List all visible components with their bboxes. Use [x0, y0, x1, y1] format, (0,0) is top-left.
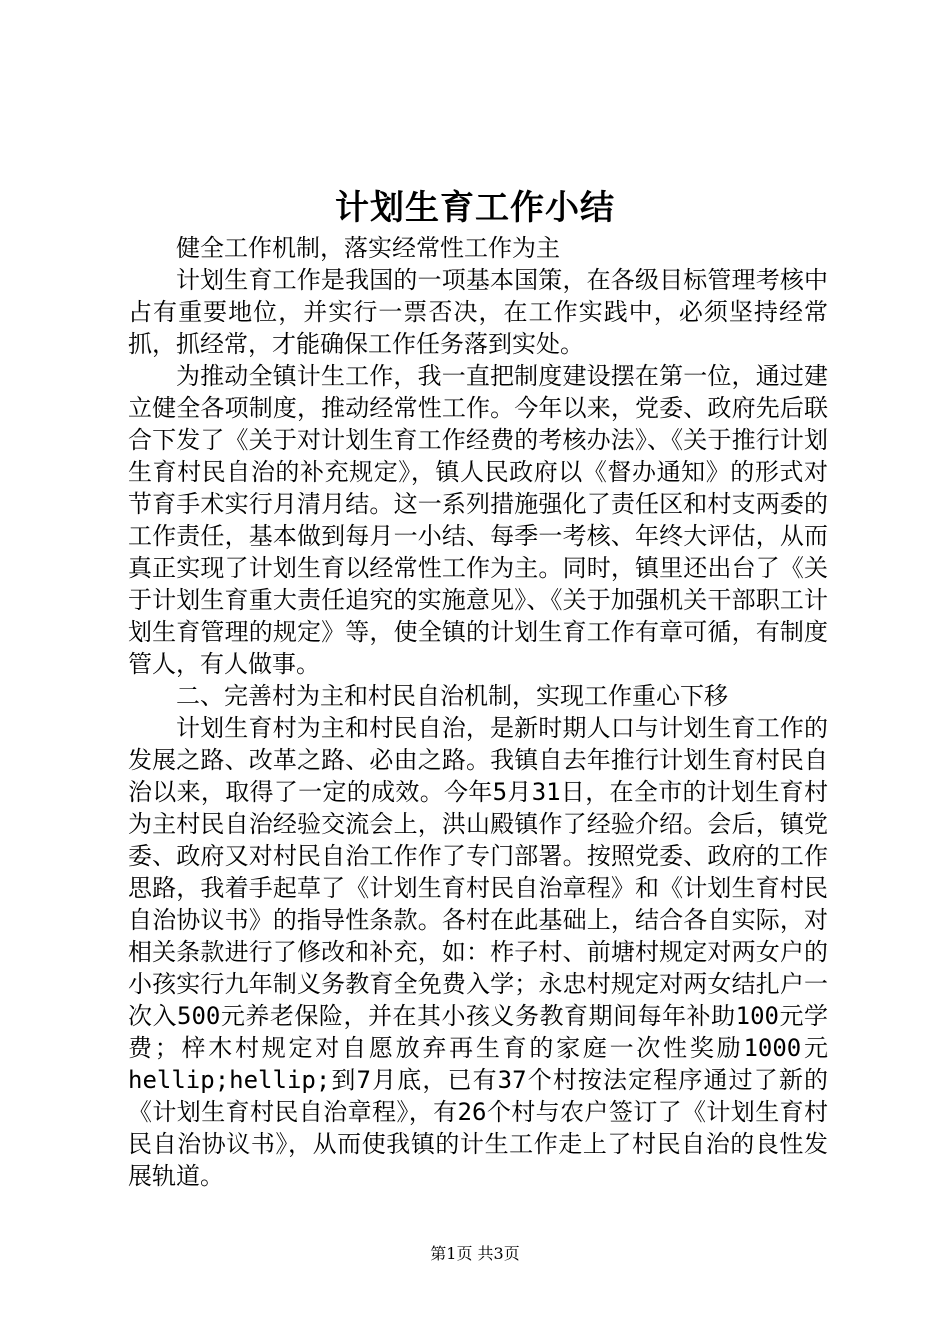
section-heading: 二、完善村为主和村民自治机制，实现工作重心下移: [176, 682, 728, 710]
body-paragraph: 计划生育工作是我国的一项基本国策，在各级目标管理考核中占有重要地位，并实行一票否决，在工作实践中，必须坚持经常抓，抓经常，才能确保工作任务落到实处。: [128, 266, 828, 358]
body-paragraph: 为推动全镇计生工作，我一直把制度建设摆在第一位，通过建立健全各项制度，推动经常性工作。今年以来，党委、政府先后联合下发了《关于对计划生育工作经费的考核办法》、《关于推行计划生育村民自治的补充规定》，镇人民政府以《督办通知》的形式对节育手术实行月清月结。这一系列措施强化了责任区和村支两委的工作责任，基本做到每月一小结、每季一考核、年终大评估，从而真正实现了计划生育以经常性工作为主。同时，镇里还出台了《关于计划生育重大责任追究的实施意见》、《关于加强机关干部职工计划生育管理的规定》等，使全镇的计划生育工作有章可循，有制度管人，有人做事。: [128, 362, 828, 678]
document-body: [128, 232, 828, 1192]
section-heading: 健全工作机制，落实经常性工作为主: [176, 234, 560, 262]
document-title: 计划生育工作小结: [335, 188, 615, 228]
body-paragraph: 计划生育村为主和村民自治，是新时期人口与计划生育工作的发展之路、改革之路、必由之路。我镇自去年推行计划生育村民自治以来，取得了一定的成效。今年5月31日，在全市的计划生育村为主村民自治经验交流会上，洪山殿镇作了经验介绍。会后，镇党委、政府又对村民自治工作作了专门部署。按照党委、政府的工作思路，我着手起草了《计划生育村民自治章程》和《计划生育村民自治协议书》的指导性条款。各村在此基础上，结合各自实际，对相关条款进行了修改和补充，如：柞子村、前塘村规定对两女户的小孩实行九年制义务教育全免费入学；永忠村规定对两女结扎户一次入500元养老保险，并在其小孩义务教育期间每年补助100元学费；梓木村规定对自愿放弃再生育的家庭一次性奖励1000元hellip;hellip;到7月底，已有37个村按法定程序通过了新的《计划生育村民自治章程》，有26个村与农户签订了《计划生育村民自治协议书》，从而使我镇的计生工作走上了村民自治的良性发展轨道。: [128, 714, 828, 1190]
page-footer: 第1页 共3页: [430, 1244, 520, 1263]
